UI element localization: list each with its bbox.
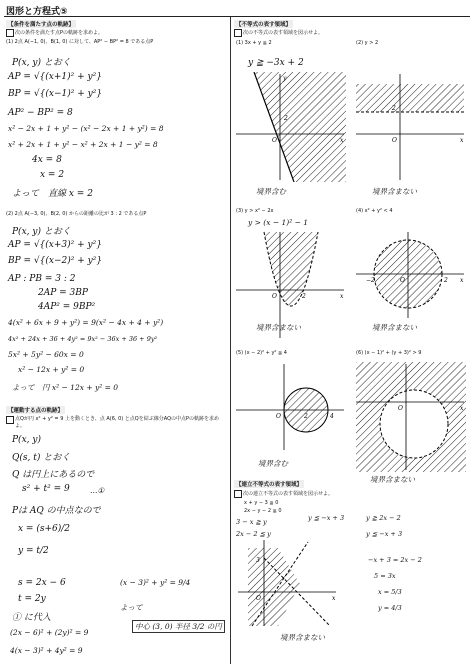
work-line: P(x, y) とおく	[12, 58, 71, 68]
problem-number-box	[6, 416, 14, 424]
graph-5-caption: 境界含む	[258, 459, 288, 468]
side-work-line: y ≧ 2x − 2	[366, 514, 401, 522]
svg-text:O: O	[256, 595, 261, 602]
problem-2-text: 点Qが円 x² + y² = 9 上を動くとき、点 A(6, 0) と点Qを結ぶ線分AQの中点Pの軌跡を求めよ。	[15, 416, 220, 429]
so-text: よって	[120, 603, 143, 612]
svg-text:−2: −2	[366, 277, 375, 284]
svg-text:2: 2	[304, 413, 308, 420]
work-line: 4(x − 3)² + 4y² = 9	[10, 646, 83, 655]
work-line: (2x − 6)² + (2y)² = 9	[10, 628, 89, 637]
side-work-line: y ≦ −x + 3	[366, 530, 403, 538]
work-line: BP = √{(x−2)² + y²}	[8, 256, 103, 266]
work-line: 4(x² + 6x + 9 + y²) = 9(x² − 4x + 4 + y²)	[8, 318, 164, 327]
system-line: x + y − 3 ≦ 0	[244, 500, 279, 506]
section-header-simultaneous-inequalities: 【連立不等式の表す領域】	[236, 482, 303, 488]
work-line: AP = √{(x+3)² + y²}	[8, 240, 102, 250]
graph-1-label: (1) 3x + y ≧ 2	[236, 40, 272, 46]
svg-text:O: O	[400, 277, 405, 284]
svg-text:x: x	[460, 277, 464, 284]
svg-text:4: 4	[330, 413, 334, 420]
work-line: 4x = 8	[32, 155, 62, 165]
work-line: Pは AQ の中点なので	[12, 506, 101, 516]
work-line: Q は円上にあるので	[12, 470, 95, 480]
svg-text:O: O	[272, 137, 277, 144]
graph-4-label: (4) x² + y² < 4	[356, 208, 393, 214]
graph-4	[356, 230, 466, 324]
graph-2-caption: 境界含まない	[372, 187, 417, 196]
work-line: x² + 2x + 1 + y² − x² + 2x + 1 − y² = 8	[8, 140, 158, 149]
svg-text:x: x	[460, 405, 464, 412]
work-line: x = 2	[40, 170, 65, 180]
side-work-line: y = 4/3	[378, 604, 402, 612]
problem-1b-text: (2) 2点 A(−3, 0)、B(2, 0) からの距離の比が 3 : 2 である点P	[6, 211, 147, 217]
problem-number-box	[234, 29, 242, 37]
work-line: x² − 12x + y² = 0	[18, 365, 85, 374]
work-line: ① に代入	[12, 613, 51, 623]
graph-5-label: (5) (x − 2)² + y² ≦ 4	[236, 350, 287, 356]
work-line: y = t/2	[18, 546, 49, 556]
work-line: P(x, y)	[12, 435, 41, 445]
graph-3-equation: y > (x − 1)² − 1	[248, 218, 309, 227]
svg-text:y: y	[283, 75, 287, 82]
graph-6-label: (6) (x − 1)² + (y + 3)² > 9	[356, 350, 422, 356]
svg-text:x: x	[332, 595, 336, 602]
work-line: s² + t² = 9	[22, 484, 70, 494]
graph-6	[356, 362, 466, 476]
graph-7	[238, 538, 338, 632]
shaded-region	[356, 84, 464, 112]
graph-5	[236, 362, 346, 456]
work-line: 4AP² = 9BP²	[38, 302, 96, 312]
line-label: y ≦ −x + 3	[308, 514, 345, 522]
section-header-inequality-region: 【不等式の表す領域】	[236, 22, 292, 28]
svg-text:2: 2	[392, 105, 396, 112]
graph-6-caption: 境界含まない	[370, 475, 415, 484]
problem-1-text: 次の条件を満たす点Pの軌跡を求めよ。	[15, 30, 104, 36]
svg-text:2: 2	[284, 115, 288, 122]
problem-4-text: 次の連立不等式の表す領域を図示せよ。	[243, 491, 334, 497]
svg-text:O: O	[392, 137, 397, 144]
graph-2-label: (2) y > 2	[356, 40, 379, 46]
graph-4-caption: 境界含まない	[372, 323, 417, 332]
side-work-line: −x + 3 = 2x − 2	[368, 556, 422, 564]
problem-1a-text: (1) 2点 A(−1, 0)、B(1, 0) に対して、AP² − BP² = 8 である点P	[6, 39, 154, 45]
svg-text:2: 2	[302, 293, 306, 300]
section-header-moving-point: 【運動する点の軌跡】	[8, 408, 64, 414]
final-answer-box: 中心 (3, 0) 半径 3/2 の円	[132, 620, 225, 633]
graph-3-label: (3) y > x² − 2x	[236, 208, 274, 214]
work-line: Q(s, t) とおく	[12, 453, 71, 463]
svg-text:3: 3	[256, 557, 260, 564]
work-line: 2AP = 3BP	[38, 288, 88, 298]
problem-3-text: 次の不等式の表す領域を図示せよ。	[243, 30, 324, 36]
work-line: AP = √{(x+1)² + y²}	[8, 72, 102, 82]
graph-1	[236, 72, 346, 186]
svg-text:2: 2	[444, 277, 448, 284]
section-header-locus: 【条件を満たす点の軌跡】	[8, 22, 75, 28]
graph-2	[356, 72, 466, 186]
problem-number-box	[234, 490, 242, 498]
system-line: 2x − y − 2 ≧ 0	[244, 508, 282, 514]
work-line: x² − 2x + 1 + y² − (x² − 2x + 1 + y²) = 8	[8, 124, 164, 133]
rewritten-line: 2x − 2 ≦ y	[236, 530, 271, 538]
side-work-line: x = 5/3	[378, 588, 402, 596]
graph-1-caption: 境界含む	[256, 187, 286, 196]
work-line: P(x, y) とおく	[12, 227, 71, 237]
work-line: x = (s+6)/2	[18, 524, 71, 534]
answer-line: よって 直線 x = 2	[12, 189, 93, 199]
work-line: s = 2x − 6	[18, 578, 66, 588]
svg-text:O: O	[398, 405, 403, 412]
page-title: 図形と方程式⑤	[6, 7, 68, 17]
top-rule	[4, 16, 470, 17]
answer-line: よって 円 x² − 12x + y² = 0	[12, 383, 119, 392]
svg-text:x: x	[340, 137, 344, 144]
svg-text:x: x	[340, 293, 344, 300]
work-line: BP = √{(x−1)² + y²}	[8, 89, 103, 99]
work-line: AP² − BP² = 8	[8, 108, 73, 118]
svg-text:O: O	[276, 413, 281, 420]
work-line: 5x² + 5y² − 60x = 0	[8, 350, 84, 359]
work-line: 4x² + 24x + 36 + 4y² = 9x² − 36x + 36 + 9y²	[8, 335, 158, 343]
graph-1-equation: y ≧ −3x + 2	[248, 58, 304, 68]
equation-marker: …①	[90, 486, 105, 495]
shaded-region	[254, 72, 346, 182]
side-work-line: 5 = 3x	[374, 572, 396, 580]
svg-text:x: x	[460, 137, 464, 144]
rewritten-line: 3 − x ≧ y	[236, 518, 267, 526]
graph-3-caption: 境界含まない	[256, 323, 301, 332]
column-divider	[230, 17, 231, 664]
result-equation: (x − 3)² + y² = 9/4	[120, 578, 191, 587]
work-line: AP : PB = 3 : 2	[8, 274, 76, 284]
problem-number-box	[6, 29, 14, 37]
svg-text:O: O	[272, 293, 277, 300]
graph-7-caption: 境界含まない	[280, 633, 325, 642]
boundary-circle	[380, 390, 448, 458]
work-line: t = 2y	[18, 594, 46, 604]
